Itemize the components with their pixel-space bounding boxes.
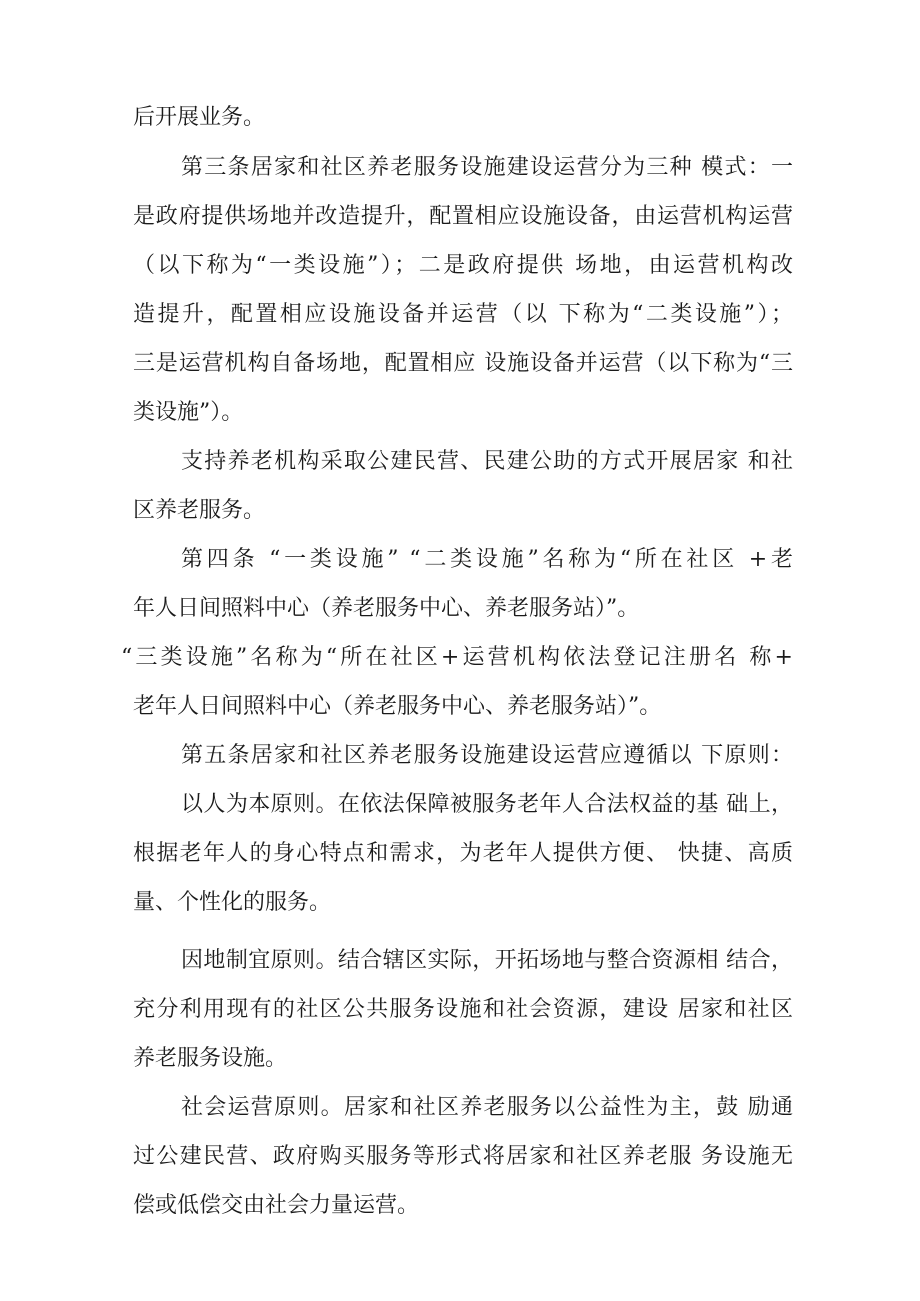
text-line: 第四条 “一类设施” “二类设施”名称为“所在社区 +老 [181, 547, 793, 572]
text-line: 根据老年人的身心特点和需求，为老年人提供方便、 快捷、高质 [133, 841, 793, 866]
text-line: 量、个性化的服务。 [133, 890, 332, 915]
text-line: 偿或低偿交由社会力量运营。 [133, 1193, 420, 1218]
text-line: 支持养老机构采取公建民营、民建公助的方式开展居家 和社 [181, 449, 793, 474]
text-line: 社会运营原则。居家和社区养老服务以公益性为主，鼓 励通 [181, 1095, 793, 1120]
text-line: 后开展业务。 [133, 105, 266, 130]
text-line: 充分利用现有的社区公共服务设施和社会资源，建设 居家和社区 [133, 997, 793, 1022]
text-line: 以人为本原则。在依法保障被服务老年人合法权益的基 础上， [181, 792, 793, 817]
text-line: 因地制宜原则。结合辖区实际，开拓场地与整合资源相 结合， [181, 948, 793, 973]
text-line: 第三条居家和社区养老服务设施建设运营分为三种 模式：一 [181, 155, 793, 180]
text-line: “三类设施”名称为“所在社区+运营机构依法登记注册名 称+ [121, 645, 793, 670]
text-line: 是政府提供场地并改造提升，配置相应设施设备，由运营机构运营 [133, 204, 793, 229]
text-line: 类设施”）。 [133, 400, 244, 425]
text-line: 造提升，配置相应设施设备并运营（以 下称为“二类设施”）； [133, 302, 793, 327]
text-line: 区养老服务。 [133, 498, 266, 523]
text-line: （以下称为“一类设施”）；二是政府提供 场地，由运营机构改 [133, 253, 793, 278]
text-line: 养老服务设施。 [133, 1046, 288, 1071]
text-line: 老年人日间照料中心（养老服务中心、养老服务站）”。 [133, 694, 662, 719]
text-line: 第五条居家和社区养老服务设施建设运营应遵循以 下原则： [181, 743, 793, 768]
text-line: 三是运营机构自备场地，配置相应 设施设备并运营（以下称为“三 [133, 351, 793, 376]
text-line: 年人日间照料中心（养老服务中心、养老服务站）”。 [133, 596, 640, 621]
text-line: 过公建民营、政府购买服务等形式将居家和社区养老服 务设施无 [133, 1144, 793, 1169]
